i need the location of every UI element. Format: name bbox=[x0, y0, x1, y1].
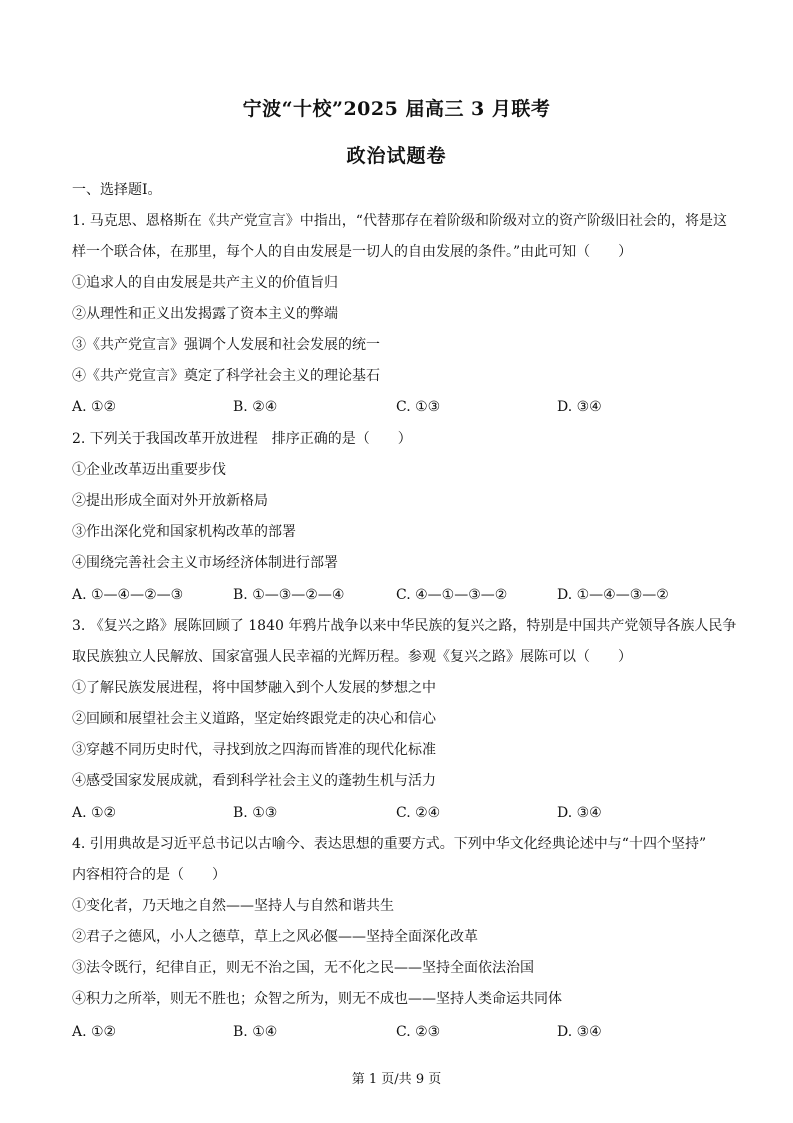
question-1-option-d: D. ③④ bbox=[557, 399, 602, 415]
question-1-item-3: ③《共产党宣言》强调个人发展和社会发展的统一 bbox=[72, 337, 380, 353]
question-2-item-3: ③作出深化党和国家机构改革的部署 bbox=[72, 524, 296, 540]
question-1-option-a: A. ①② bbox=[72, 399, 117, 415]
question-2-option-d: D. ①—④—③—② bbox=[557, 587, 669, 603]
question-2-option-b: B. ①—③—②—④ bbox=[233, 587, 345, 603]
question-1-stem-line-2: 样一个联合体，在那里，每个人的自由发展是一切人的自由发展的条件。”由此可知（ ） bbox=[72, 244, 633, 260]
question-2-stem-line-1: 2. 下列关于我国改革开放进程 排序正确的是（ ） bbox=[72, 431, 412, 447]
question-3-item-3: ③穿越不同历史时代，寻找到放之四海而皆准的现代化标准 bbox=[72, 742, 436, 758]
question-4-item-3: ③法令既行，纪律自正，则无不治之国，无不化之民——坚持全面依法治国 bbox=[72, 960, 534, 976]
question-3-item-4: ④感受国家发展成就，看到科学社会主义的蓬勃生机与活力 bbox=[72, 773, 436, 789]
question-4-item-4: ④积力之所举，则无不胜也；众智之所为，则无不成也——坚持人类命运共同体 bbox=[72, 991, 562, 1007]
exam-title: 宁波“十校”2025 届高三 3 月联考 bbox=[242, 98, 551, 120]
section-heading: 一、选择题Ⅰ。 bbox=[72, 182, 162, 198]
question-4-option-a: A. ①② bbox=[72, 1024, 117, 1040]
question-1-item-4: ④《共产党宣言》奠定了科学社会主义的理论基石 bbox=[72, 368, 380, 384]
question-4-stem-line-1: 4. 引用典故是习近平总书记以古喻今、表达思想的重要方式。下列中华文化经典论述中与“十四个坚持” bbox=[72, 836, 707, 852]
question-4-item-1: ①变化者，乃天地之自然——坚持人与自然和谐共生 bbox=[72, 898, 394, 914]
exam-subtitle: 政治试题卷 bbox=[346, 145, 447, 167]
question-1-option-b: B. ②④ bbox=[233, 399, 278, 415]
question-3-option-b: B. ①③ bbox=[233, 805, 278, 821]
question-3-option-d: D. ③④ bbox=[557, 805, 602, 821]
question-1-item-1: ①追求人的自由发展是共产主义的价值旨归 bbox=[72, 275, 338, 291]
question-4-option-b: B. ①④ bbox=[233, 1024, 278, 1040]
question-3-stem-line-2: 取民族独立人民解放、国家富强人民幸福的光辉历程。参观《复兴之路》展陈可以（ ） bbox=[72, 649, 632, 665]
question-1-option-c: C. ①③ bbox=[396, 399, 441, 415]
question-3-option-a: A. ①② bbox=[72, 805, 117, 821]
question-2-item-2: ②提出形成全面对外开放新格局 bbox=[72, 493, 268, 509]
question-3-item-1: ①了解民族发展进程，将中国梦融入到个人发展的梦想之中 bbox=[72, 680, 436, 696]
question-3-option-c: C. ②④ bbox=[396, 805, 441, 821]
question-2-option-a: A. ①—④—②—③ bbox=[72, 587, 184, 603]
question-3-stem-line-1: 3. 《复兴之路》展陈回顾了 1840 年鸦片战争以来中华民族的复兴之路，特别是中国共产党领导各族人民争 bbox=[72, 618, 737, 634]
question-2-item-4: ④围绕完善社会主义市场经济体制进行部署 bbox=[72, 555, 338, 571]
question-4-option-c: C. ②③ bbox=[396, 1024, 441, 1040]
question-2-item-1: ①企业改革迈出重要步伐 bbox=[72, 462, 226, 478]
question-4-option-d: D. ③④ bbox=[557, 1024, 602, 1040]
question-3-item-2: ②回顾和展望社会主义道路，坚定始终跟党走的决心和信心 bbox=[72, 711, 436, 727]
question-1-item-2: ②从理性和正义出发揭露了资本主义的弊端 bbox=[72, 306, 338, 322]
question-1-stem-line-1: 1. 马克思、恩格斯在《共产党宣言》中指出，“代替那存在着阶级和阶级对立的资产阶级旧社会的，将是这 bbox=[72, 213, 727, 229]
question-4-item-2: ②君子之德风，小人之德草，草上之风必偃——坚持全面深化改革 bbox=[72, 929, 478, 945]
question-4-stem-line-2: 内容相符合的是（ ） bbox=[72, 867, 226, 883]
question-2-option-c: C. ④—①—③—② bbox=[396, 587, 508, 603]
page-footer: 第 1 页/共 9 页 bbox=[351, 1072, 442, 1087]
